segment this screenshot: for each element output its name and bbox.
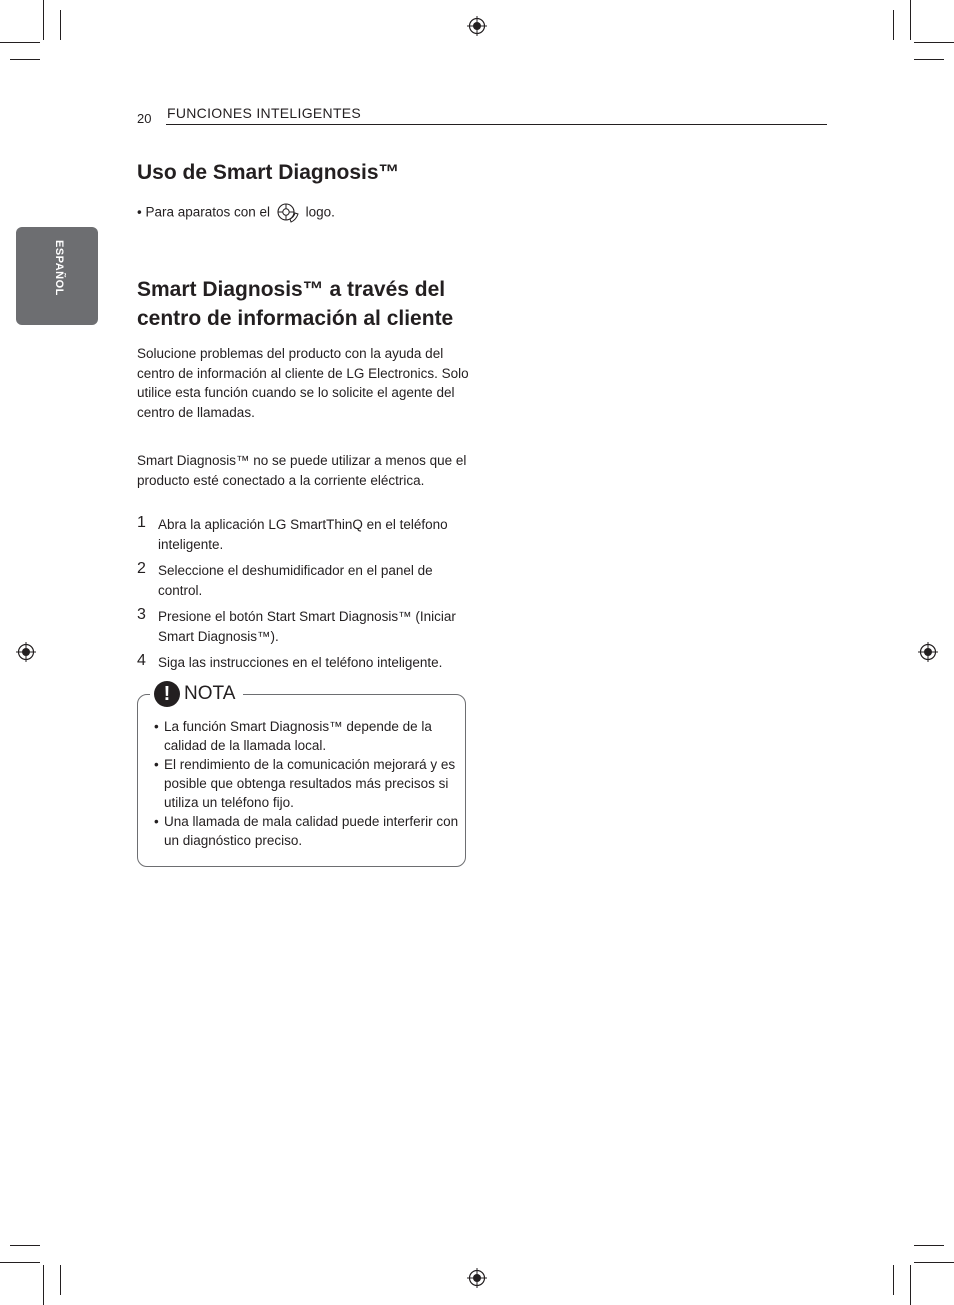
step-number: 2 [137, 560, 146, 577]
step-text: Siga las instrucciones en el teléfono inteligente. [158, 655, 443, 670]
step-number: 1 [137, 514, 146, 531]
registration-mark-icon [467, 1268, 487, 1288]
smart-diagnosis-logo-icon [276, 202, 300, 224]
crop-mark [914, 59, 944, 60]
note-title: NOTA [184, 683, 236, 704]
step-item [137, 607, 477, 647]
heading-smart-diagnosis-use: Uso de Smart Diagnosis™ [137, 161, 400, 184]
note-list [154, 717, 460, 850]
heading-line-2: centro de información al cliente [137, 307, 454, 330]
heading-customer-center [137, 275, 497, 333]
crop-mark [60, 1265, 61, 1295]
crop-mark [910, 1265, 911, 1305]
note-item: • El rendimiento de la comunicación mejorará y es posible que obtenga resultados más precisos si utiliza un teléfono fijo. [154, 755, 460, 812]
step-number: 3 [137, 606, 146, 623]
step-text: Presione el botón Start Smart Diagnosis™ (Iniciar Smart Diagnosis™). [158, 609, 456, 644]
crop-mark [43, 0, 44, 40]
section-header: FUNCIONES INTELIGENTES [167, 105, 362, 121]
step-text: Abra la aplicación LG SmartThinQ en el teléfono inteligente. [158, 517, 448, 552]
header-divider [166, 124, 827, 125]
crop-mark [914, 42, 954, 43]
step-item [137, 653, 477, 673]
crop-mark [10, 59, 40, 60]
crop-mark [0, 42, 40, 43]
step-number: 4 [137, 652, 146, 669]
crop-mark [914, 1245, 944, 1246]
bullet-text-after: logo. [305, 204, 335, 220]
appliance-bullet [137, 202, 335, 224]
crop-mark [60, 10, 61, 40]
registration-mark-icon [467, 16, 487, 36]
note-item: • La función Smart Diagnosis™ depende de la calidad de la llamada local. [154, 717, 460, 755]
language-label: ESPAÑOL [53, 240, 65, 296]
steps-list [137, 515, 477, 679]
crop-mark [43, 1265, 44, 1305]
crop-mark [10, 1245, 40, 1246]
power-paragraph: Smart Diagnosis™ no se puede utilizar a menos que el producto esté conectado a la corriente eléctrica. [137, 453, 467, 488]
bullet-text-before: • Para aparatos con el [137, 204, 271, 220]
registration-mark-icon [16, 642, 36, 662]
note-header [150, 679, 243, 709]
step-item [137, 515, 477, 555]
heading-line-1: Smart Diagnosis™ a través del [137, 278, 446, 301]
intro-paragraph: Solucione problemas del producto con la ayuda del centro de información al cliente de LG Electronics. Solo utilice esta función cuando se lo solicite el agente del centro de llamadas. [137, 346, 469, 420]
crop-mark [914, 1262, 954, 1263]
step-item [137, 561, 477, 601]
crop-mark [893, 10, 894, 40]
note-item: • Una llamada de mala calidad puede interferir con un diagnóstico preciso. [154, 812, 460, 850]
page-number: 20 [137, 111, 152, 126]
registration-mark-icon [918, 642, 938, 662]
crop-mark [893, 1265, 894, 1295]
crop-mark [0, 1262, 40, 1263]
step-text: Seleccione el deshumidificador en el panel de control. [158, 563, 433, 598]
crop-mark [910, 0, 911, 40]
exclamation-icon: ! [154, 681, 180, 707]
